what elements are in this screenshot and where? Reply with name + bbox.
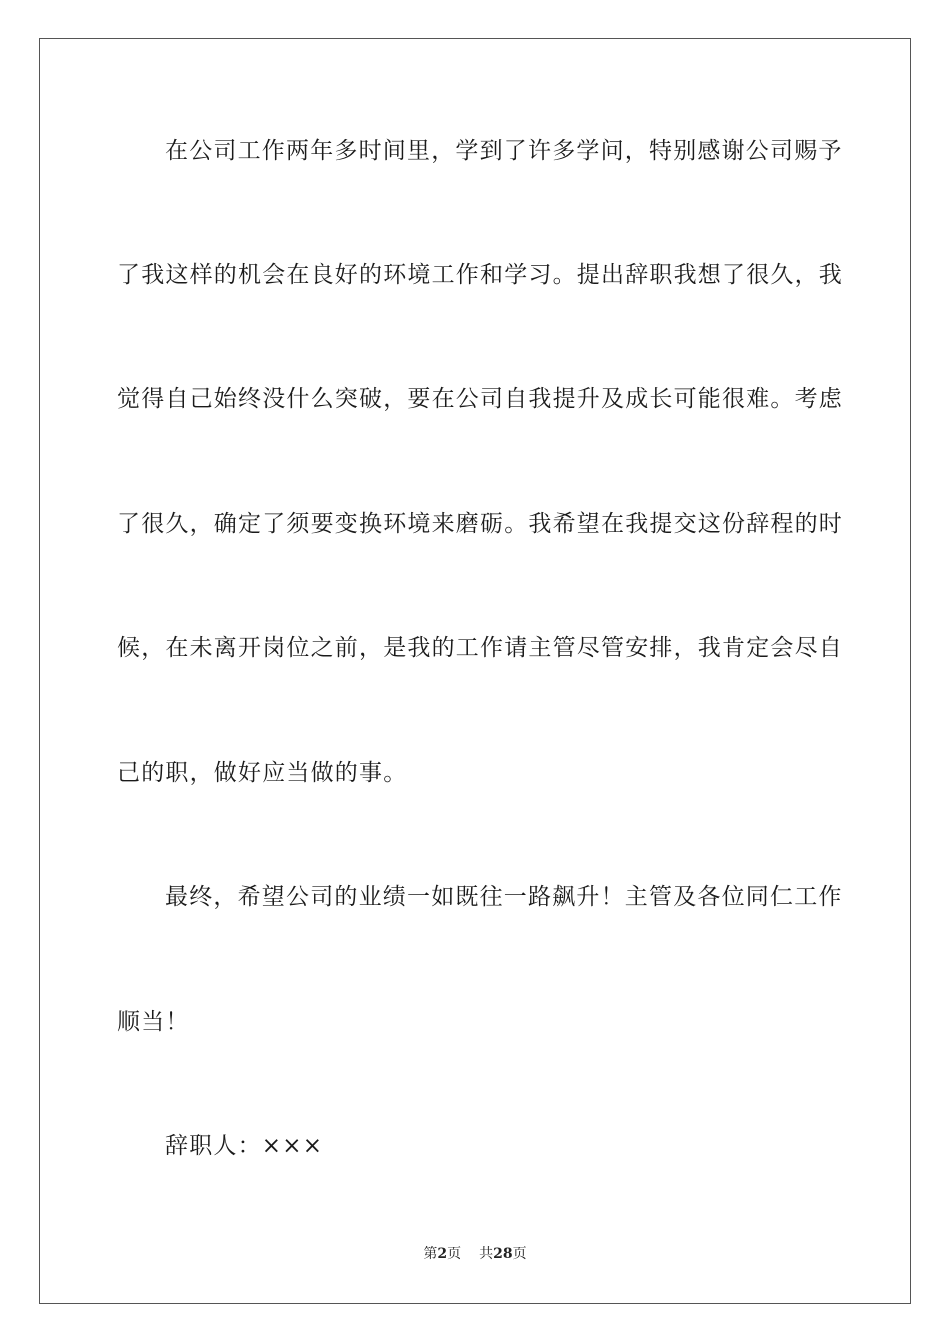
paragraph-line-6: 己的职，做好应当做的事。: [117, 760, 408, 786]
paragraph-line-2: 了我这样的机会在良好的环境工作和学习。提出辞职我想了很久，我: [117, 262, 843, 288]
page-prefix: 第: [423, 1246, 438, 1262]
total-prefix: 共: [479, 1246, 494, 1262]
paragraph-line-4: 了很久，确定了须要变换环境来磨砺。我希望在我提交这份辞程的时: [117, 511, 843, 537]
total-pages: 28: [493, 1246, 513, 1262]
closing-line-2: 顺当！: [117, 1009, 190, 1035]
closing-line-1: 最终，希望公司的业绩一如既往一路飙升！主管及各位同仁工作: [165, 884, 843, 910]
paragraph-line-1: 在公司工作两年多时间里，学到了许多学问，特别感谢公司赐予: [165, 138, 843, 164]
total-suffix: 页: [512, 1246, 527, 1262]
page-suffix: 页: [447, 1246, 462, 1262]
signature-line: 辞职人：×××: [165, 1133, 324, 1159]
page-number: 2: [437, 1246, 448, 1262]
page-footer: [0, 1244, 950, 1264]
page-frame: [39, 38, 911, 1304]
paragraph-line-3: 觉得自己始终没什么突破，要在公司自我提升及成长可能很难。考虑: [117, 386, 843, 412]
paragraph-line-5: 候，在未离开岗位之前，是我的工作请主管尽管安排，我肯定会尽自: [117, 635, 843, 661]
